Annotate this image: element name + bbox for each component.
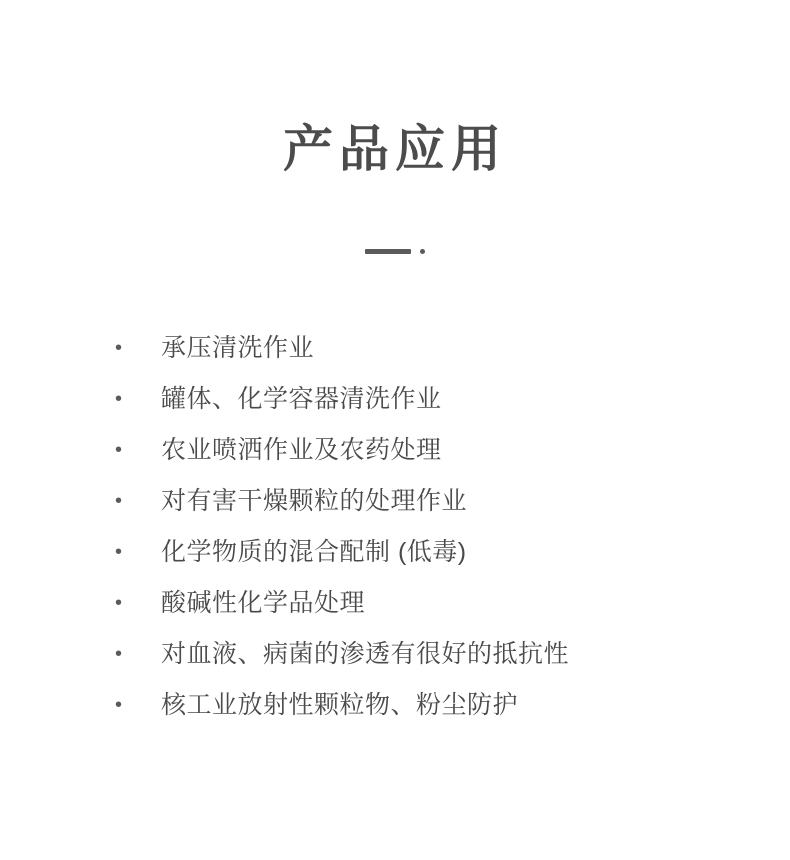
list-item-label: 对血液、病菌的渗透有很好的抵抗性 — [161, 640, 570, 668]
divider-bar-icon — [365, 249, 411, 254]
list-item-label: 承压清洗作业 — [161, 334, 315, 362]
bullet-icon: • — [115, 490, 123, 512]
list-item-label: 罐体、化学容器清洗作业 — [161, 385, 442, 413]
bullet-icon: • — [115, 388, 123, 410]
list-item — [115, 438, 675, 489]
bullet-icon: • — [115, 643, 123, 665]
list-item-label: 对有害干燥颗粒的处理作业 — [161, 487, 468, 515]
bullet-icon: • — [115, 694, 123, 716]
list-item-label: 核工业放射性颗粒物、粉尘防护 — [161, 691, 519, 719]
list-item — [115, 540, 675, 591]
list-item — [115, 336, 675, 387]
title-divider-ornament — [365, 236, 425, 266]
list-item — [115, 642, 675, 693]
list-item — [115, 693, 675, 744]
application-list — [115, 336, 675, 744]
list-item-label: 农业喷洒作业及农药处理 — [161, 436, 442, 464]
page-title: 产品应用 — [283, 121, 507, 177]
list-item-label: 酸碱性化学品处理 — [161, 589, 366, 617]
divider-dot-icon — [420, 249, 425, 254]
bullet-icon: • — [115, 541, 123, 563]
list-item — [115, 489, 675, 540]
bullet-icon: • — [115, 337, 123, 359]
list-item-label: 化学物质的混合配制 (低毒) — [161, 538, 467, 566]
list-item — [115, 591, 675, 642]
bullet-icon: • — [115, 592, 123, 614]
list-item — [115, 387, 675, 438]
bullet-icon: • — [115, 439, 123, 461]
